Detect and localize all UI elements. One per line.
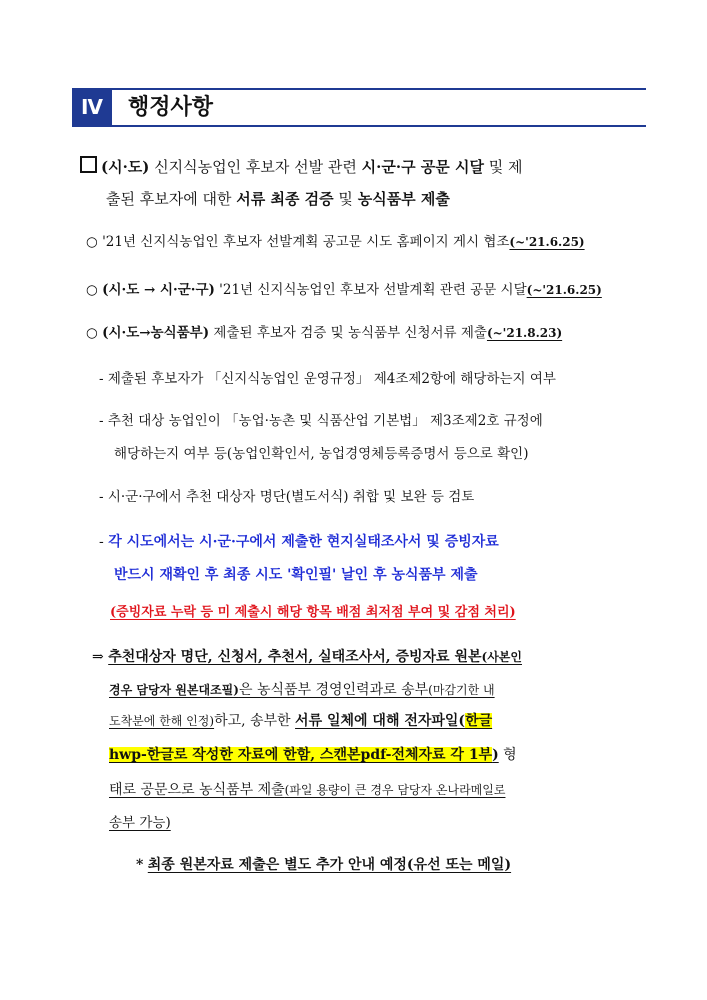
- submission-line-3: 도착분에 한해 인정)하고, 송부한 서류 일체에 대해 전자파일(한글: [109, 713, 493, 729]
- final-note: * 최종 원본자료 제출은 별도 추가 안내 예정(유선 또는 메일): [136, 857, 512, 873]
- detail-line-3: - 시·군·구에서 추천 대상자 명단(별도서식) 취합 및 보완 등 검토: [99, 489, 475, 505]
- submission-line-6: 송부 가능): [109, 815, 171, 831]
- item-main-line-1: (시·도) 신지식농업인 후보자 선발 관련 시·군·구 공문 시달 및 제: [80, 156, 523, 178]
- emphasis-line-1: - 각 시도에서는 시·군·구에서 제출한 현지실태조사서 및 증빙자료: [99, 534, 499, 550]
- header-bottom-rule: [72, 125, 646, 127]
- highlighted-file-format: hwp-한글로 작성한 자료에 한함, 스캔본pdf-전체자료 각 1부: [109, 747, 493, 763]
- checkbox-square-icon: [80, 156, 97, 173]
- section-title: 행정사항: [128, 95, 214, 120]
- submission-line-1: ⇒ 추천대상자 명단, 신청서, 추천서, 실태조사서, 증빙자료 원본(사본인: [92, 649, 522, 665]
- submission-line-2: 경우 담당자 원본대조필)은 농식품부 경영인력과로 송부(마감기한 내: [109, 682, 495, 698]
- detail-line-2-cont: 해당하는지 여부 등(농업인확인서, 농업경영체등록증명서 등으로 확인): [114, 446, 529, 462]
- arrow-right-icon: ⇒: [92, 649, 104, 665]
- sub-item-2: ○ (시·도 → 시·군·구) '21년 신지식농업인 후보자 선발계획 관련 공문 시달(~'21.6.25): [86, 282, 602, 298]
- submission-line-4: hwp-한글로 작성한 자료에 한함, 스캔본pdf-전체자료 각 1부) 형: [109, 747, 517, 763]
- item-main-line-2: 출된 후보자에 대한 서류 최종 검증 및 농식품부 제출: [106, 190, 450, 208]
- section-number-badge: Ⅳ: [72, 90, 112, 125]
- sub-item-1: ○ '21년 신지식농업인 후보자 선발계획 공고문 시도 홈페이지 게시 협조(~'21.6.25): [86, 234, 585, 250]
- sub-item-3: ○ (시·도→농식품부) 제출된 후보자 검증 및 농식품부 신청서류 제출(~'21.8.23): [86, 325, 563, 341]
- detail-line-2: - 추천 대상 농업인이 「농업·농촌 및 식품산업 기본법」 제3조제2호 규정에: [99, 413, 543, 429]
- section-header: [72, 88, 646, 128]
- detail-line-1: - 제출된 후보자가 「신지식농업인 운영규정」 제4조제2항에 해당하는지 여부: [99, 371, 556, 387]
- emphasis-line-1-cont: 반드시 재확인 후 최종 시도 '확인필' 날인 후 농식품부 제출: [114, 567, 478, 583]
- submission-line-5: 태로 공문으로 농식품부 제출(파일 용량이 큰 경우 담당자 온나라메일로: [109, 782, 506, 798]
- penalty-note: (증빙자료 누락 등 미 제출시 해당 항목 배점 최저점 부여 및 감점 처리): [110, 605, 516, 620]
